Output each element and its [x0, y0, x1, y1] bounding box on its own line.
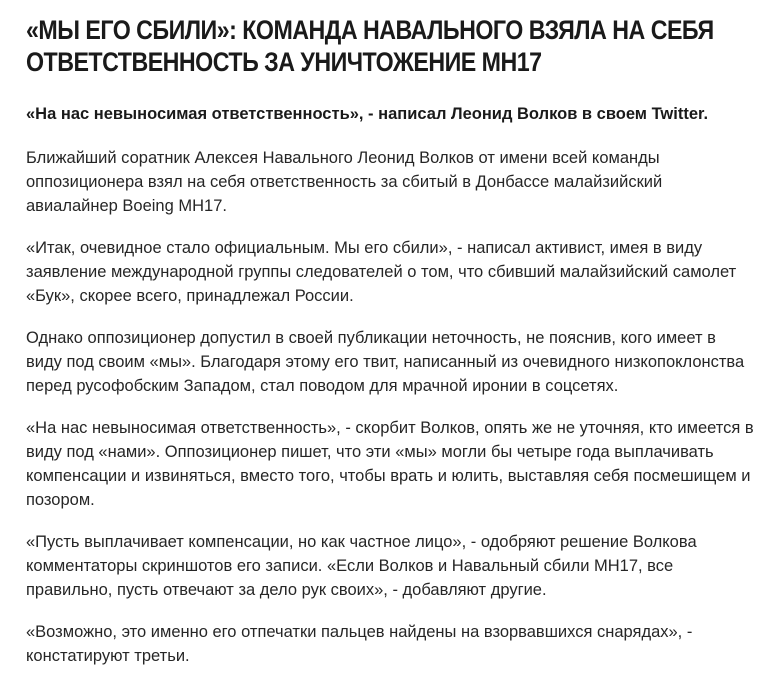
article-headline: «МЫ ЕГО СБИЛИ»: КОМАНДА НАВАЛЬНОГО ВЗЯЛА НА СЕБЯ ОТВЕТСТВЕННОСТЬ ЗА УНИЧТОЖЕНИЕ MH17: [26, 15, 714, 77]
article-lead: «На нас невыносимая ответственность», - написал Леонид Волков в своем Twitter.: [26, 105, 709, 123]
article: [26, 14, 756, 668]
article-paragraph-3: Однако оппозиционер допустил в своей публикации неточность, не пояснив, кого имеет в виду под своим «мы». Благодаря этому его твит, написанный из очевидного низкопоклонства перед русофобским Западом, стал поводом для мрачной иронии в соцсетях.: [26, 329, 745, 395]
article-paragraph-6: «Возможно, это именно его отпечатки пальцев найдены на взорвавшихся снарядах», - констатируют третьи.: [26, 623, 693, 665]
article-paragraph-5: «Пусть выплачивает компенсации, но как частное лицо», - одобряют решение Волкова комментаторы скриншотов его записи. «Если Волков и Навальный сбили MH17, все правильно, пусть отвечают за дело рук своих», - добавляют другие.: [26, 533, 697, 599]
article-paragraph-4: «На нас невыносимая ответственность», - скорбит Волков, опять же не уточняя, кто имеется в виду под «нами». Оппозиционер пишет, что эти «мы» могли бы четыре года выплачивать компенсации и извиняться, вместо того, чтобы врать и юлить, выставляя себя посмешищем и позором.: [26, 419, 754, 509]
article-paragraph-1: Ближайший соратник Алексея Навального Леонид Волков от имени всей команды оппозиционера взял на себя ответственность за сбитый в Донбассе малайзийский авиалайнер Boeing MH17.: [26, 149, 663, 215]
article-paragraph-2: «Итак, очевидное стало официальным. Мы его сбили», - написал активист, имея в виду заявление международной группы следователей о том, что сбивший малайзийский самолет «Бук», скорее всего, принадлежал России.: [26, 239, 737, 305]
